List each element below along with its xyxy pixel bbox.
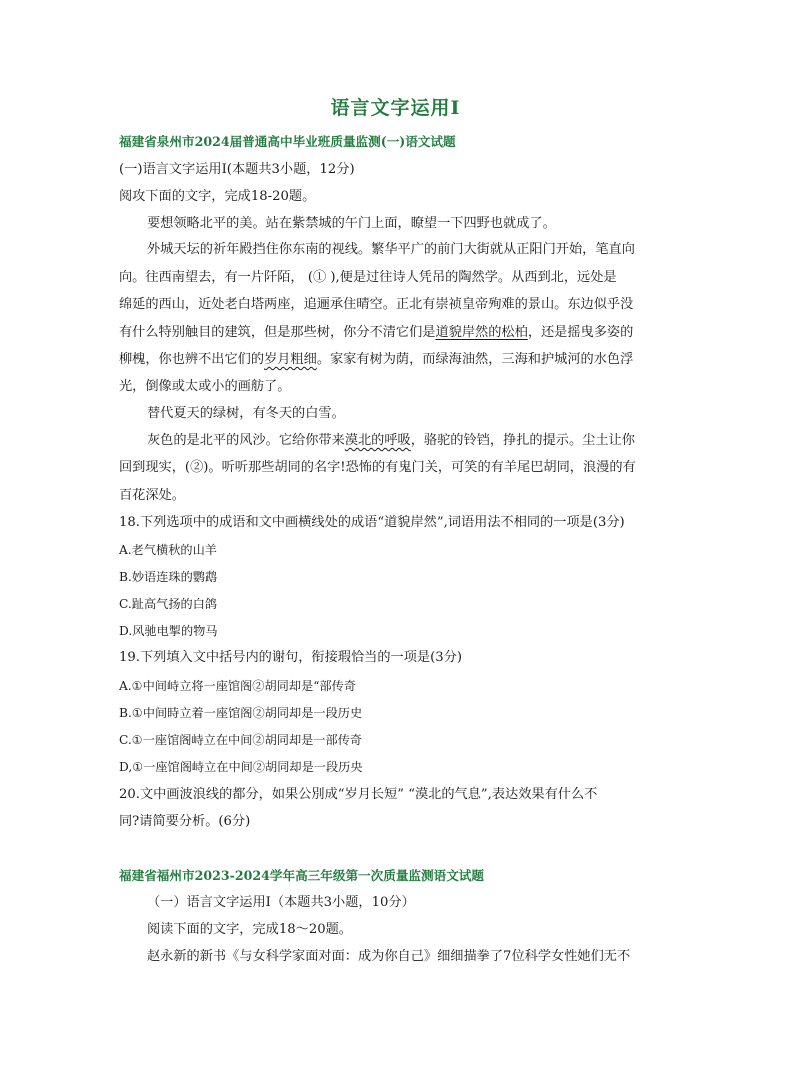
q18-option-c: C.趾高气扬的白鸽 <box>119 597 218 611</box>
question-20-line-1: 20.文中画波浪线的都分，如果公別成“岁月长短” “漠北的气息”,表达效果有什么不 <box>119 787 598 802</box>
text-segment: 。家家有树为荫，而绿海油然，三海和护城河的水色浮 <box>316 352 634 367</box>
wavy-underlined-phrase: 漠北的呼吸 <box>344 433 411 448</box>
text-segment: ，还是摇曳多姿的 <box>527 325 634 340</box>
question-19: 19.下列填入文中括号内的谢句，衔接瑕恰当的一项是(3分) <box>119 650 462 665</box>
wavy-underlined-phrase: 岁月粗细 <box>264 352 317 367</box>
section-heading-1: (一)语言文字运用Ⅰ(本题共3小题，12分) <box>119 162 355 177</box>
instruction-1: 阅攻下面的文字，完成18-20题。 <box>119 189 316 204</box>
text-segment: 灰色的是北平的风沙。它给你带来 <box>147 433 345 448</box>
paragraph-2-line-1: 外城天坛的祈年殿挡住你东南的视线。繁华平广的前门大街就从正阳门开始，笔直向 <box>147 242 635 257</box>
text-segment: 柳槐，你也辨不出它们的 <box>119 352 265 367</box>
instruction-2: 阅读下面的文字，完成18～20题。 <box>147 922 352 937</box>
paragraph-2-line-2: 向。往西南望去，有一片阡陌， (① ),便是过往诗人凭吊的陶然学。从西到北，远处是 <box>119 270 617 285</box>
underlined-idiom: 道貌岸然的松柏 <box>435 325 528 340</box>
paragraph-4-line-2: 回到现实，(②)。听听那些胡同的名字!恐怖的有鬼门关，可笑的有羊尾巴胡同，浪漫的有 <box>119 460 636 475</box>
paragraph-2-line-5 <box>119 350 633 370</box>
paragraph-5: 赵永新的新书《与女科学家面对面：成为你自己》细细描拳了7位科学女性她们无不 <box>147 949 631 964</box>
paragraph-2-line-6: 光，倒像或太或小的画舫了。 <box>119 379 291 394</box>
q19-option-b: B.①中间時立着一座馆阁②胡同却是一段历史 <box>119 706 363 720</box>
q18-option-d: D.风驰电掣的物马 <box>119 624 218 638</box>
q18-option-a: A.老气横秋的山羊 <box>119 543 217 557</box>
paragraph-4-line-3: 百花深处。 <box>119 488 185 503</box>
question-20-line-2: 同?请简要分析。(6分) <box>119 814 251 829</box>
q19-option-d: D,①一座馆阁峙立在中间②胡同却是一段历央 <box>119 760 363 774</box>
paragraph-2-line-3: 绵延的西山，近处老白塔两座，追逦承住晴空。正北有崇祯皇帝殉难的景山。东边似乎没 <box>119 297 634 312</box>
paragraph-3: 替代夏天的绿树，有冬天的白雪。 <box>147 406 345 421</box>
source-heading-2: 福建省福州市2023-2024学年高三年级第一次质量监测语文试题 <box>119 868 484 883</box>
section-heading-2: （一）语言文字运用Ⅰ（本题共3小题，10分） <box>147 895 415 910</box>
paragraph-1: 要想领略北平的美。站在紫禁城的午门上面，瞭望一下四野也就成了。 <box>147 216 556 231</box>
q18-option-b: B.妙语连珠的鹦鹉 <box>119 570 218 584</box>
source-heading-1: 福建省泉州市2024届普通高中毕业班质量监测(一)语文试题 <box>119 134 456 149</box>
paragraph-2-line-4 <box>119 323 633 343</box>
text-segment: 有什么特别触目的建筑，但是那些树，你分不清它们是 <box>119 325 436 340</box>
page-title: 语言文字运用Ⅰ <box>330 97 461 119</box>
question-18: 18.下列选项中的成语和文中画横线处的成语“道貌岸然”,词语用法不相同的一项是(3分) <box>119 515 625 530</box>
q19-option-a: A.①中间峙立将一座馆阁②胡同却是“部传奇 <box>119 679 357 693</box>
q19-option-c: C.①一座馆阁峙立在中间②胡同却是一部传奇 <box>119 733 363 747</box>
paragraph-4-line-1 <box>147 431 635 451</box>
text-segment: ，骆驼的铃铛，挣扎的提示。尘土让你 <box>410 433 635 448</box>
